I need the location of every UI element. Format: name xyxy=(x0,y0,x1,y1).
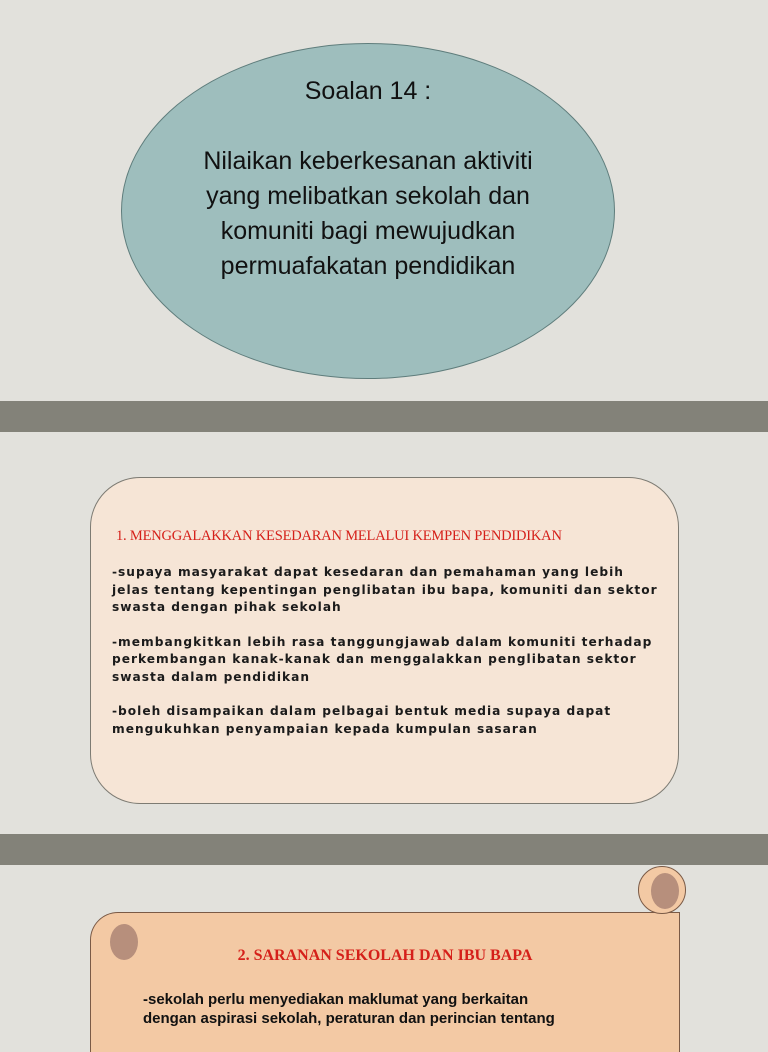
question-text: Nilaikan keberkesanan aktiviti yang melibatkan sekolah dan komuniti bagi mewujudkan permuafakatan pendidikan xyxy=(203,147,533,280)
list-item: -membangkitkan lebih rasa tanggungjawab dalam komuniti terhadap perkembangan kanak-kanak dan menggalakkan penglibatan sektor swasta dalam pendidikan xyxy=(112,634,653,684)
question-text-block xyxy=(121,74,615,284)
point-2-text: -sekolah perlu menyediakan maklumat yang berkaitan dengan aspirasi sekolah, peraturan dan perincian tentang xyxy=(143,991,555,1027)
slide-divider xyxy=(0,834,768,865)
point-1-list xyxy=(112,564,672,755)
point-1-heading: 1. MENGGALAKKAN KESEDARAN MELALUI KEMPEN PENDIDIKAN xyxy=(116,528,562,544)
list-item: -supaya masyarakat dapat kesedaran dan pemahaman yang lebih jelas tentang kepentingan penglibatan ibu bapa, komuniti dan sektor swasta dengan pihak sekolah xyxy=(112,565,658,614)
slide-divider xyxy=(0,401,768,432)
scroll-curl-inner-icon xyxy=(651,873,679,909)
point-2-heading: 2. SARANAN SEKOLAH DAN IBU BAPA xyxy=(237,947,533,964)
list-item: -boleh disampaikan dalam pelbagai bentuk media supaya dapat mengukuhkan penyampaian kepada kumpulan sasaran xyxy=(112,704,612,736)
scroll-shape xyxy=(90,912,680,1052)
question-label: Soalan 14 : xyxy=(304,77,432,105)
